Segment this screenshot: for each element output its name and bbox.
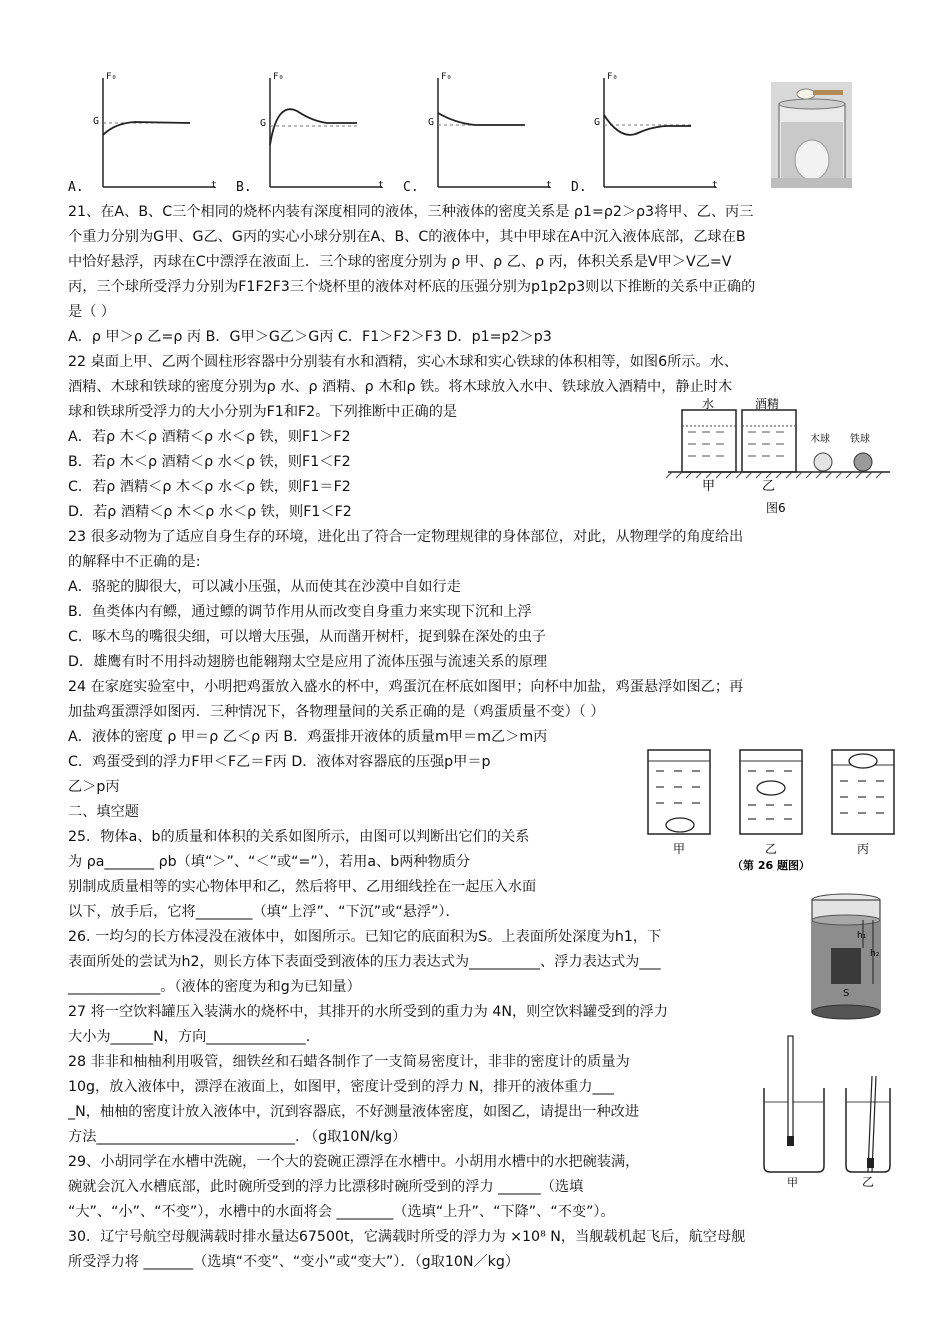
q30-line: 所受浮力将 _______（选填“不变”、“变小”或“变大”）．（g取10N／kg）	[68, 1254, 520, 1270]
cuboid-s-label: S	[843, 988, 850, 999]
graph-y-label: F₀	[607, 72, 618, 82]
figure-6	[668, 398, 890, 520]
q22-line: 球和铁球所受浮力的大小分别为F1和F2。下列推断中正确的是	[68, 404, 458, 420]
section-heading-fill-in: 二、填空题	[68, 804, 139, 820]
q27-line: 大小为______N，方向______________.	[68, 1029, 311, 1045]
densimeter-jia-label: 甲	[787, 1176, 798, 1189]
cuboid-h2-label: h₂	[870, 949, 880, 959]
graph-y-label: F₀	[441, 72, 452, 82]
graph-option-b: B.	[236, 180, 252, 195]
q26-line: 表面所处的尝试为h2，则长方体下表面受到液体的压力表达式为__________、浮力表达式为___	[68, 954, 661, 970]
q25-line: 25．物体a、b的质量和体积的关系如图所示，由图可以判断出它们的关系	[68, 829, 530, 845]
q28-line: _N，柚柚的密度计放入液体中，沉到容器底，不好测量液体密度，如图乙，请提出一种改进	[68, 1104, 640, 1120]
q23-option-b: B．鱼类体内有鳔，通过鳔的调节作用从而改变自身重力来实现下沉和上浮	[68, 604, 532, 620]
graph-x-label: t	[546, 180, 553, 191]
egg-fig-yi: 乙	[765, 842, 778, 856]
graph-x-label: t	[211, 180, 218, 191]
fig6-water-label: 水	[702, 397, 715, 411]
fig6-alcohol-label: 酒精	[755, 397, 780, 411]
q29-line: “大”、“小”、“不变”），水槽中的水面将会 ________（选填“上升”、“下降”、“不变”）。	[68, 1204, 615, 1220]
graph-b	[262, 73, 392, 193]
graph-x-label: t	[378, 180, 385, 191]
graph-x-label: t	[712, 180, 719, 191]
q21-options: A．ρ 甲＞ρ 乙=ρ 丙 B．G甲＞G乙＞G丙 C．F1＞F2＞F3 D．p1=p2＞p3	[68, 329, 552, 345]
q23-line: 的解释中不正确的是:	[68, 554, 201, 570]
figure-cuboid-in-liquid	[807, 890, 885, 1022]
q24-options-ab: A．液体的密度 ρ 甲＝ρ 乙＜ρ 丙 B．鸡蛋排开液体的质量m甲＝m乙＞m丙	[68, 729, 548, 745]
egg-fig-caption: （第 26 题图）	[732, 859, 810, 872]
graph-y-label: F₀	[273, 72, 284, 82]
graph-c	[430, 73, 560, 193]
q26-line: _____________。（液体的密度为和g为已知量）	[68, 979, 361, 995]
figure-egg-beakers	[640, 745, 890, 875]
graph-g-label: G	[594, 117, 601, 128]
fig6-yi-label: 乙	[762, 479, 776, 494]
egg-fig-bing: 丙	[857, 842, 870, 856]
graph-g-label: G	[93, 116, 100, 127]
q21-line: 个重力分别为G甲、G乙、G丙的实心小球分别在A、B、C的液体中，其中甲球在A中沉入液体底部，乙球在B	[68, 229, 746, 245]
q29-line: 碗就会沉入水槽底部，此时碗所受到的浮力比漂移时碗所受到的浮力 ______（选填	[68, 1179, 584, 1195]
graph-g-label: G	[260, 118, 267, 129]
cuboid-h1-label: h₁	[857, 931, 867, 941]
q28-line: 10g，放入液体中，漂浮在液面上，如图甲，密度计受到的浮力 N，排开的液体重力___	[68, 1079, 614, 1095]
q25-line: 为 ρa_______ ρb（填“＞”、“＜”或“=”），若用a、b两种物质分	[68, 854, 471, 870]
q24-line: 加盐鸡蛋漂浮如图丙．三种情况下，各物理量间的关系正确的是（鸡蛋质量不变）（ ）	[68, 704, 605, 720]
graph-y-label: F₀	[106, 72, 117, 82]
q24-line: 24 在家庭实验室中，小明把鸡蛋放入盛水的杯中，鸡蛋沉在杯底如图甲；向杯中加盐，鸡蛋悬浮如图乙；再	[68, 679, 744, 695]
q22-line: 酒精、木球和铁球的密度分别为ρ 水、ρ 酒精、ρ 木和ρ 铁。将木球放入水中、铁球放入酒精中，静止时木	[68, 379, 733, 395]
fig6-iron-label: 铁球	[850, 434, 870, 445]
q29-line: 29、小胡同学在水槽中洗碗，一个大的瓷碗正漂浮在水槽中。小胡用水槽中的水把碗装满，	[68, 1154, 640, 1170]
q22-line: 22 桌面上甲、乙两个圆柱形容器中分别装有水和酒精，实心木球和实心铁球的体积相等，如图6所示。水、	[68, 354, 739, 370]
q22-option-d: D．若ρ 酒精＜ρ 木＜ρ 水＜ρ 铁，则F1＜F2	[68, 504, 352, 520]
egg-beaker-photo	[771, 82, 852, 188]
q23-option-c: C．啄木鸟的嘴很尖细，可以增大压强，从而凿开树杆，捉到躲在深处的虫子	[68, 629, 547, 645]
q25-line: 别制成质量相等的实心物体甲和乙，然后将甲、乙用细线拴在一起压入水面	[68, 879, 537, 895]
q30-line: 30．辽宁号航空母舰满载时排水量达67500t，它满载时所受的浮力为 ×10⁸ N，当舰载机起飞后，航空母舰	[68, 1229, 746, 1245]
q21-line: 是（ ）	[68, 304, 116, 320]
graph-g-label: G	[428, 117, 435, 128]
q25-line: 以下，放手后，它将________（填“上浮”、“下沉”或“悬浮”）．	[68, 904, 460, 920]
egg-fig-jia: 甲	[673, 842, 686, 856]
q26-line: 26. 一均匀的长方体浸没在液体中，如图所示。已知它的底面积为S。上表面所处深度为h1，下	[68, 929, 662, 945]
q22-option-c: C．若ρ 酒精＜ρ 木＜ρ 水＜ρ 铁，则F1＝F2	[68, 479, 351, 495]
q23-line: 23 很多动物为了适应自身生存的环境，进化出了符合一定物理规律的身体部位，对此，从物理学的角度给出	[68, 529, 744, 545]
q28-line: 28 非非和柚柚利用吸管，细铁丝和石蜡各制作了一支简易密度计，非非的密度计的质量为	[68, 1054, 630, 1070]
graph-option-a: A.	[68, 180, 84, 195]
q22-option-b: B．若ρ 木＜ρ 酒精＜ρ 水＜ρ 铁，则F1＜F2	[68, 454, 351, 470]
graph-option-d: D.	[571, 180, 587, 195]
graph-d	[596, 73, 726, 193]
q23-option-a: A．骆驼的脚很大，可以减小压强，从而使其在沙漠中自如行走	[68, 579, 461, 595]
fig6-caption: 图6	[766, 501, 786, 515]
q28-line: 方法____________________________. （g取10N/kg）	[68, 1129, 407, 1145]
q22-option-a: A．若ρ 木＜ρ 酒精＜ρ 水＜ρ 铁，则F1＞F2	[68, 429, 351, 445]
graph-option-c: C.	[403, 180, 419, 195]
graph-a	[95, 73, 225, 193]
q21-line: 中恰好悬浮，丙球在C中漂浮在液面上．三个球的密度分别为 ρ 甲、ρ 乙、ρ 丙，体积关系是V甲＞V乙=V	[68, 254, 732, 270]
q24-line: 乙＞p丙	[68, 779, 120, 795]
q24-options-cd: C．鸡蛋受到的浮力F甲＜F乙＝F丙 D．液体对容器底的压强p甲＝p	[68, 754, 491, 770]
fig6-jia-label: 甲	[702, 479, 716, 494]
fig6-wood-label: 木球	[810, 434, 830, 445]
figure-densimeters	[758, 1036, 898, 1188]
q21-line: 21、在A、B、C三个相同的烧杯内装有深度相同的液体，三种液体的密度关系是 ρ1=ρ2＞ρ3将甲、乙、丙三	[68, 204, 754, 220]
q27-line: 27 将一空饮料罐压入装满水的烧杯中，其排开的水所受到的重力为 4N，则空饮料罐受到的浮力	[68, 1004, 669, 1020]
q23-option-d: D．雄鹰有时不用抖动翅膀也能翱翔太空是应用了流体压强与流速关系的原理	[68, 654, 548, 670]
q21-line: 丙，三个球所受浮力分别为F1F2F3三个烧杯里的液体对杯底的压强分别为p1p2p3则以下推断的关系中正确的	[68, 279, 756, 295]
densimeter-yi-label: 乙	[862, 1175, 875, 1189]
